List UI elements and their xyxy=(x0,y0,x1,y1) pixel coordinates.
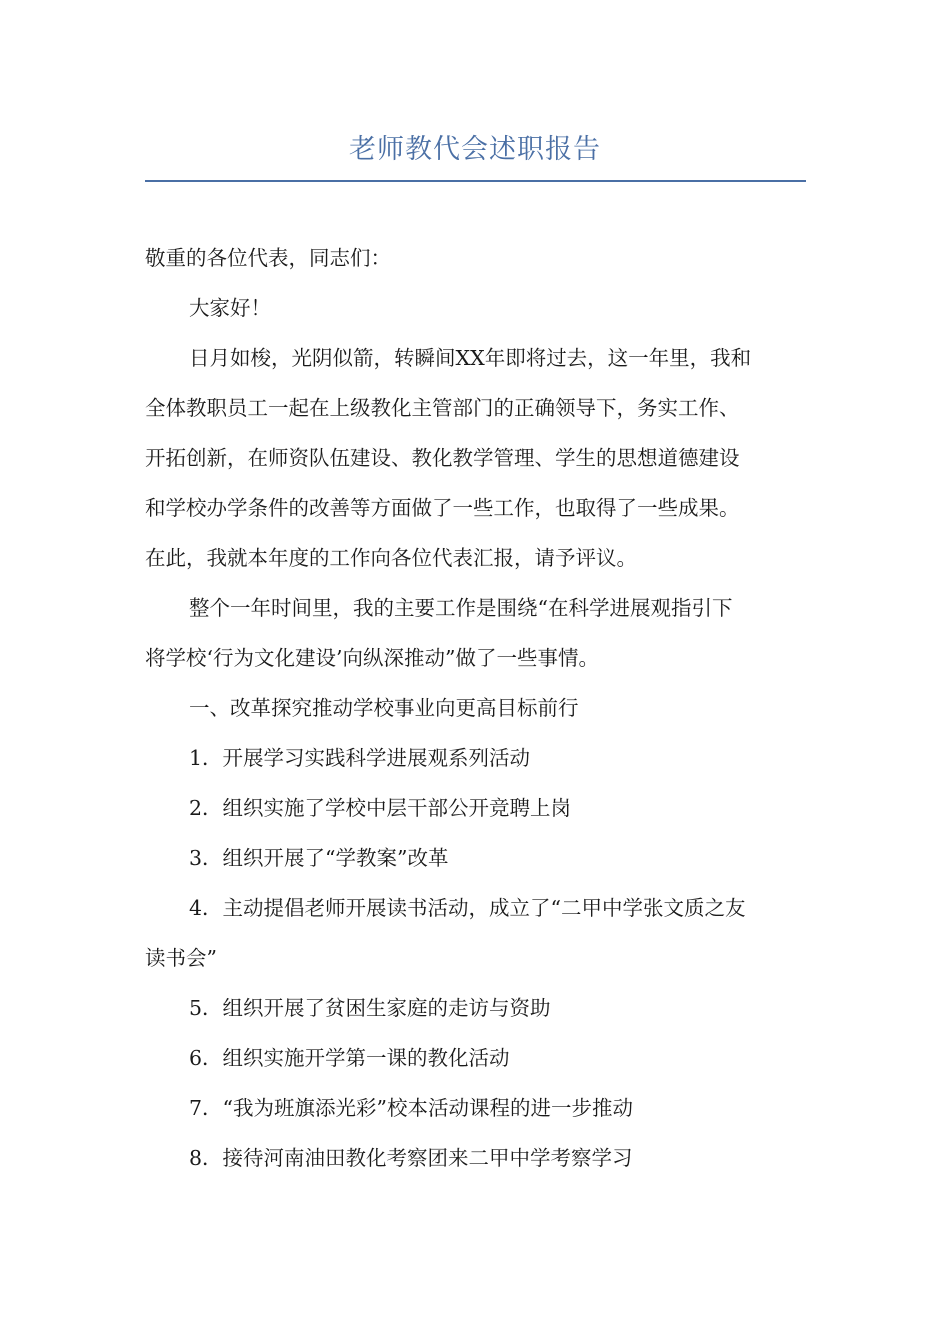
list-item: 3．组织开展了“学教案”改革 xyxy=(189,846,449,870)
document-title: 老师教代会述职报告 xyxy=(349,134,601,165)
salutation: 敬重的各位代表，同志们： xyxy=(145,246,391,270)
paragraph-line: 开拓创新，在师资队伍建设、教化教学管理、学生的思想道德建设 xyxy=(145,446,740,470)
paragraph-line: 日月如梭，光阴似箭，转瞬间XX年即将过去，这一年里，我和 xyxy=(189,346,752,370)
paragraph-line: 和学校办学条件的改善等方面做了一些工作，也取得了一些成果。 xyxy=(145,496,740,520)
title-underline xyxy=(145,180,806,182)
list-item: 4．主动提倡老师开展读书活动，成立了“二甲中学张文质之友 xyxy=(189,896,746,920)
paragraph-line: 全体教职员工一起在上级教化主管部门的正确领导下，务实工作、 xyxy=(145,396,740,420)
paragraph-line: 将学校‘行为文化建设’向纵深推动”做了一些事情。 xyxy=(145,646,600,670)
list-item: 1．开展学习实践科学进展观系列活动 xyxy=(189,746,531,770)
list-item-continuation: 读书会” xyxy=(145,946,217,970)
list-item: 8．接待河南油田教化考察团来二甲中学考察学习 xyxy=(189,1146,633,1170)
list-item: 2．组织实施了学校中层干部公开竞聘上岗 xyxy=(189,796,572,820)
list-item: 6．组织实施开学第一课的教化活动 xyxy=(189,1046,510,1070)
paragraph-line: 在此，我就本年度的工作向各位代表汇报，请予评议。 xyxy=(145,546,637,570)
greeting: 大家好！ xyxy=(189,296,271,320)
list-item: 5．组织开展了贫困生家庭的走访与资助 xyxy=(189,996,551,1020)
section-heading: 一、改革探究推动学校事业向更高目标前行 xyxy=(189,696,579,720)
list-item: 7．“我为班旗添光彩”校本活动课程的进一步推动 xyxy=(189,1096,634,1120)
paragraph-line: 整个一年时间里，我的主要工作是围绕“在科学进展观指引下 xyxy=(189,596,733,620)
document-body xyxy=(145,233,805,1183)
